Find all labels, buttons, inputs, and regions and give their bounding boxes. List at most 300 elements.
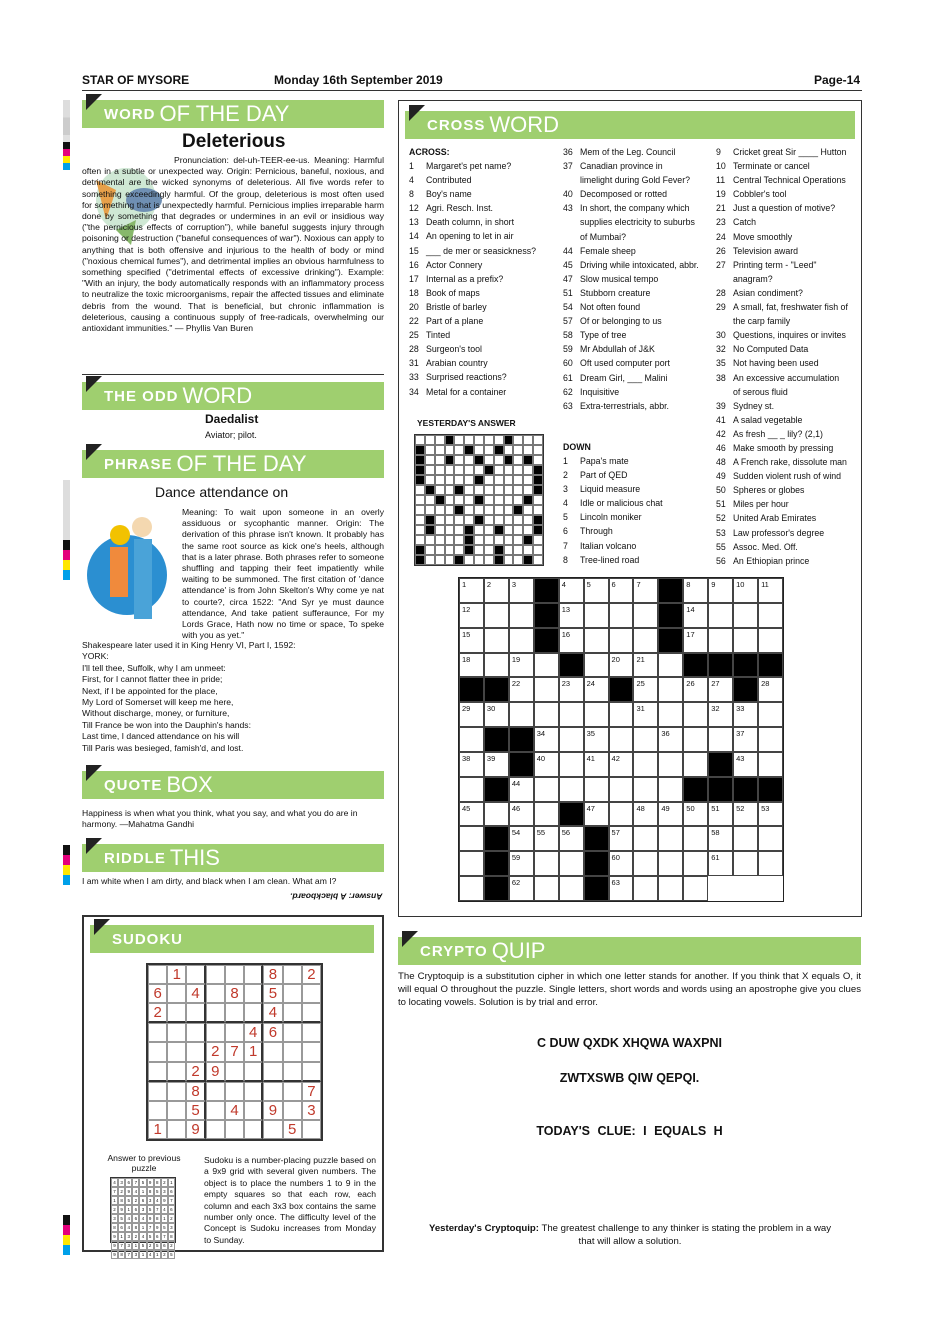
crossword-cell[interactable]: 29 <box>459 702 484 727</box>
sudoku-cell[interactable] <box>302 1023 321 1042</box>
answer-cell <box>504 515 514 525</box>
crossword-cell <box>658 628 683 653</box>
crossword-cell[interactable]: 40 <box>534 752 559 777</box>
crossword-cell[interactable] <box>559 876 584 901</box>
mini-cell: 1 <box>118 1232 125 1241</box>
clue: 18 Book of maps <box>409 287 480 298</box>
crossword-cell[interactable] <box>633 876 658 901</box>
crossword-cell[interactable]: 23 <box>559 677 584 702</box>
crossword-cell[interactable]: 5 <box>584 578 609 603</box>
sudoku-cell[interactable] <box>206 1023 225 1042</box>
mini-cell: 1 <box>154 1250 161 1259</box>
answer-cell <box>523 435 533 445</box>
crossword-cell[interactable]: 27 <box>708 677 733 702</box>
sudoku-cell[interactable] <box>244 965 263 984</box>
answer-cell <box>494 445 504 455</box>
crossword-cell[interactable]: 38 <box>459 752 484 777</box>
sudoku-cell[interactable] <box>225 1062 244 1082</box>
crossword-cell[interactable] <box>658 826 683 851</box>
crossword-cell[interactable] <box>708 603 733 628</box>
crossword-cell[interactable] <box>609 702 634 727</box>
answer-cell <box>435 455 445 465</box>
crossword-cell[interactable]: 43 <box>733 752 758 777</box>
sudoku-cell[interactable] <box>263 1042 282 1061</box>
sudoku-cell[interactable] <box>225 1120 244 1139</box>
crossword-cell[interactable] <box>534 677 559 702</box>
crossword-cell[interactable]: 56 <box>559 826 584 851</box>
crossword-cell[interactable]: 42 <box>609 752 634 777</box>
mini-cell: 2 <box>132 1232 139 1241</box>
sudoku-cell[interactable] <box>283 1003 302 1023</box>
crossword-cell[interactable] <box>584 653 609 678</box>
crossword-cell[interactable]: 37 <box>733 727 758 752</box>
sudoku-cell[interactable]: 8 <box>186 1082 205 1101</box>
crossword-cell[interactable] <box>683 752 708 777</box>
sudoku-cell[interactable] <box>206 1003 225 1023</box>
crossword-cell[interactable] <box>609 628 634 653</box>
crossword-cell[interactable] <box>584 628 609 653</box>
crossword-cell[interactable]: 21 <box>633 653 658 678</box>
sudoku-cell[interactable] <box>244 984 263 1003</box>
crossword-cell[interactable] <box>758 702 783 727</box>
down-clues-1 <box>563 454 663 567</box>
mini-cell: 1 <box>161 1214 168 1223</box>
crossword-cell[interactable]: 4 <box>559 578 584 603</box>
answer-cell <box>513 455 523 465</box>
clue: 16 Actor Connery <box>409 259 483 270</box>
sudoku-cell[interactable] <box>244 1082 263 1101</box>
crossword-cell[interactable] <box>733 826 758 851</box>
crossword-cell[interactable] <box>459 826 484 851</box>
sudoku-cell[interactable] <box>283 1082 302 1101</box>
mini-cell: 3 <box>147 1196 154 1205</box>
answer-cell <box>454 495 464 505</box>
mini-cell: 4 <box>125 1223 132 1232</box>
clue: 38 An excessive accumulation <box>716 372 840 383</box>
crossword-cell[interactable] <box>733 851 758 876</box>
answer-cell <box>454 475 464 485</box>
crossword-cell <box>708 653 733 678</box>
crossword-cell[interactable]: 41 <box>584 752 609 777</box>
sudoku-cell[interactable] <box>225 1023 244 1042</box>
mini-cell: 6 <box>161 1241 168 1250</box>
sudoku-cell[interactable] <box>167 984 186 1003</box>
sudoku-cell[interactable]: 7 <box>302 1082 321 1101</box>
sudoku-cell[interactable] <box>206 1082 225 1101</box>
mini-cell: 3 <box>118 1178 125 1187</box>
sudoku-cell[interactable]: 1 <box>244 1042 263 1061</box>
sudoku-cell[interactable] <box>206 1120 225 1139</box>
crossword-cell[interactable] <box>609 603 634 628</box>
sudoku-cell[interactable] <box>225 965 244 984</box>
crossword-cell[interactable] <box>459 727 484 752</box>
sudoku-cell[interactable] <box>302 984 321 1003</box>
crossword-cell[interactable] <box>658 653 683 678</box>
crossword-cell[interactable]: 34 <box>534 727 559 752</box>
crossword-cell <box>609 677 634 702</box>
crossword-cell[interactable]: 16 <box>559 628 584 653</box>
crossword-cell[interactable]: 14 <box>683 603 708 628</box>
sudoku-cell[interactable] <box>148 1082 167 1101</box>
crossword-cell[interactable] <box>484 628 509 653</box>
answer-cell <box>435 535 445 545</box>
crossword-cell[interactable]: 32 <box>708 702 733 727</box>
crossword-cell[interactable] <box>658 851 683 876</box>
sudoku-cell[interactable] <box>302 1120 321 1139</box>
answer-cell <box>454 435 464 445</box>
crossword-cell[interactable] <box>658 752 683 777</box>
sudoku-cell[interactable]: 4 <box>244 1023 263 1042</box>
sudoku-cell[interactable]: 4 <box>225 1101 244 1120</box>
crossword-cell[interactable] <box>733 603 758 628</box>
crossword-cell[interactable]: 10 <box>733 578 758 603</box>
mini-cell: 5 <box>168 1250 175 1259</box>
crossword-cell[interactable]: 12 <box>459 603 484 628</box>
crossword-cell[interactable]: 55 <box>534 826 559 851</box>
answer-cell <box>484 495 494 505</box>
sudoku-cell[interactable]: 9 <box>263 1101 282 1120</box>
crossword-cell[interactable]: 9 <box>708 578 733 603</box>
sudoku-cell[interactable] <box>186 965 205 984</box>
crossword-cell[interactable]: 2 <box>484 578 509 603</box>
crossword-cell[interactable]: 15 <box>459 628 484 653</box>
sudoku-cell[interactable]: 1 <box>148 1120 167 1139</box>
answer-cell <box>494 505 504 515</box>
sudoku-cell[interactable] <box>302 1042 321 1061</box>
crossword-cell[interactable] <box>658 777 683 802</box>
crossword-cell[interactable]: 44 <box>509 777 534 802</box>
crossword-cell[interactable] <box>758 603 783 628</box>
sudoku-cell[interactable] <box>167 1023 186 1042</box>
clue: 58 Type of tree <box>563 330 627 341</box>
crossword-grid[interactable] <box>458 577 784 902</box>
crossword-cell <box>683 653 708 678</box>
crossword-cell[interactable]: 1 <box>459 578 484 603</box>
crossword-cell[interactable]: 31 <box>633 702 658 727</box>
answer-cell <box>454 485 464 495</box>
crossword-cell <box>758 653 783 678</box>
sudoku-cell[interactable]: 8 <box>225 984 244 1003</box>
sudoku-cell[interactable] <box>244 1062 263 1082</box>
crossword-cell[interactable]: 59 <box>509 851 534 876</box>
answer-cell <box>474 505 484 515</box>
crossword-cell[interactable] <box>633 752 658 777</box>
answer-cell <box>513 445 523 455</box>
crossword-cell[interactable] <box>633 777 658 802</box>
crossword-cell[interactable] <box>733 628 758 653</box>
crossword-cell[interactable]: 58 <box>708 826 733 851</box>
crossword-cell[interactable] <box>559 777 584 802</box>
crossword-cell[interactable]: 63 <box>609 876 634 901</box>
crossword-cell[interactable]: 47 <box>584 802 609 827</box>
phrase-banner: PHRASE OF THE DAY <box>82 450 384 478</box>
sudoku-cell[interactable]: 6 <box>263 1023 282 1042</box>
sudoku-cell[interactable]: 5 <box>186 1101 205 1120</box>
sudoku-cell[interactable] <box>283 984 302 1003</box>
crossword-cell[interactable] <box>633 628 658 653</box>
answer-cell <box>445 455 455 465</box>
crossword-cell[interactable]: 62 <box>509 876 534 901</box>
answer-cell <box>464 485 474 495</box>
mini-cell: 4 <box>132 1187 139 1196</box>
crossword-cell[interactable] <box>633 727 658 752</box>
answer-cell <box>474 545 484 555</box>
sudoku-cell[interactable] <box>186 1042 205 1061</box>
crossword-cell[interactable] <box>609 777 634 802</box>
crossword-cell[interactable]: 20 <box>609 653 634 678</box>
crossword-cell[interactable]: 45 <box>459 802 484 827</box>
answer-cell <box>415 515 425 525</box>
crossword-cell[interactable]: 19 <box>509 653 534 678</box>
sudoku-cell[interactable]: 4 <box>186 984 205 1003</box>
sudoku-cell[interactable] <box>206 965 225 984</box>
crossword-cell[interactable] <box>658 677 683 702</box>
crossword-cell[interactable]: 24 <box>584 677 609 702</box>
crossword-cell[interactable]: 11 <box>758 578 783 603</box>
sudoku-cell[interactable] <box>148 1101 167 1120</box>
clue: 33 Surprised reactions? <box>409 372 507 383</box>
crossword-cell[interactable]: 61 <box>708 851 733 876</box>
answer-cell <box>415 495 425 505</box>
sudoku-cell[interactable] <box>148 965 167 984</box>
crossword-cell[interactable] <box>534 851 559 876</box>
crossword-cell[interactable]: 17 <box>683 628 708 653</box>
crossword-cell[interactable]: 48 <box>633 802 658 827</box>
crossword-cell[interactable]: 22 <box>509 677 534 702</box>
crossword-cell[interactable] <box>509 603 534 628</box>
answer-cell <box>454 505 464 515</box>
sudoku-cell[interactable]: 9 <box>186 1120 205 1139</box>
sudoku-cell[interactable] <box>148 1042 167 1061</box>
sudoku-grid[interactable] <box>146 963 323 1141</box>
clue: 5 Lincoln moniker <box>563 512 642 523</box>
crossword-cell[interactable] <box>609 802 634 827</box>
sudoku-cell[interactable] <box>148 1023 167 1042</box>
sudoku-cell[interactable]: 3 <box>302 1101 321 1120</box>
sudoku-cell[interactable] <box>186 1023 205 1042</box>
crossword-cell[interactable] <box>683 876 708 901</box>
crossword-cell[interactable] <box>534 876 559 901</box>
mini-cell: 6 <box>132 1205 139 1214</box>
sudoku-cell[interactable] <box>263 1062 282 1082</box>
sudoku-cell[interactable] <box>263 1082 282 1101</box>
crossword-cell[interactable]: 30 <box>484 702 509 727</box>
answer-cell <box>425 445 435 455</box>
answer-cell <box>504 455 514 465</box>
sudoku-cell[interactable] <box>283 1101 302 1120</box>
answer-cell <box>494 535 504 545</box>
sudoku-cell[interactable]: 1 <box>167 965 186 984</box>
crossword-cell <box>509 727 534 752</box>
crossword-cell[interactable]: 25 <box>633 677 658 702</box>
crossword-cell[interactable] <box>758 752 783 777</box>
sudoku-cell[interactable] <box>225 1082 244 1101</box>
crossword-cell[interactable]: 13 <box>559 603 584 628</box>
crossword-cell[interactable] <box>534 653 559 678</box>
answer-cell <box>504 495 514 505</box>
crossword-cell[interactable]: 60 <box>609 851 634 876</box>
cryptoquip-line-2: ZWTXSWB QIW QEPQI. <box>559 1071 700 1085</box>
mini-cell: 5 <box>147 1205 154 1214</box>
crossword-cell[interactable] <box>758 851 783 876</box>
crossword-cell[interactable] <box>509 702 534 727</box>
crossword-cell[interactable] <box>484 653 509 678</box>
crossword-cell[interactable]: 28 <box>758 677 783 702</box>
crossword-cell[interactable] <box>484 802 509 827</box>
crossword-cell[interactable]: 3 <box>509 578 534 603</box>
sudoku-cell[interactable]: 5 <box>263 984 282 1003</box>
answer-cell <box>464 455 474 465</box>
crossword-cell[interactable] <box>534 777 559 802</box>
sudoku-cell[interactable]: 7 <box>225 1042 244 1061</box>
crossword-cell[interactable] <box>484 603 509 628</box>
crossword-cell[interactable]: 53 <box>758 802 783 827</box>
crossword-cell[interactable]: 39 <box>484 752 509 777</box>
crossword-cell[interactable] <box>633 603 658 628</box>
answer-cell <box>464 435 474 445</box>
mini-cell: 7 <box>168 1196 175 1205</box>
mini-cell: 8 <box>118 1250 125 1259</box>
sudoku-cell[interactable] <box>283 1042 302 1061</box>
odd-word-banner: THE ODD WORD <box>82 382 384 410</box>
crossword-cell[interactable] <box>459 876 484 901</box>
crossword-cell[interactable] <box>459 851 484 876</box>
answer-cell <box>425 455 435 465</box>
mini-cell: 7 <box>118 1241 125 1250</box>
sudoku-cell[interactable] <box>206 1101 225 1120</box>
crossword-cell[interactable] <box>708 727 733 752</box>
crossword-cell[interactable] <box>559 727 584 752</box>
answer-cell <box>533 445 543 455</box>
crossword-cell[interactable] <box>559 851 584 876</box>
clue: 51 Stubborn creature <box>563 287 651 298</box>
phrase-verse: Shakespeare later used it in King Henry VI, Part I, 1592: YORK: I'll tell thee, Suffolk, why I am unmeet: First, for I cannot flatter thee in pride; Next, if I be appointed for the place, My Lord of Somerset will keep me here, Without discharge, money, or furniture, Till France be won into the Dauphin's hands: Last time, I danced attendance on his will Till Paris was besieged, famish'd, and lost. <box>82 640 296 753</box>
crossword-cell[interactable]: 26 <box>683 677 708 702</box>
sudoku-cell[interactable] <box>244 1003 263 1023</box>
crossword-cell[interactable]: 57 <box>609 826 634 851</box>
sudoku-cell[interactable]: 2 <box>302 965 321 984</box>
clue: 24 Move smoothly <box>716 231 793 242</box>
crossword-cell[interactable] <box>609 727 634 752</box>
crossword-cell[interactable] <box>683 702 708 727</box>
crossword-cell[interactable] <box>584 603 609 628</box>
sudoku-cell[interactable]: 2 <box>148 1003 167 1023</box>
sudoku-cell[interactable] <box>206 984 225 1003</box>
crossword-cell[interactable] <box>708 628 733 653</box>
sudoku-cell[interactable] <box>148 1062 167 1082</box>
answer-cell <box>454 455 464 465</box>
crossword-cell[interactable]: 46 <box>509 802 534 827</box>
crossword-cell[interactable] <box>683 727 708 752</box>
answer-cell <box>513 505 523 515</box>
crossword-cell[interactable] <box>683 851 708 876</box>
crossword-cell[interactable] <box>758 628 783 653</box>
sudoku-cell[interactable] <box>244 1101 263 1120</box>
crossword-cell[interactable]: 51 <box>708 802 733 827</box>
sudoku-cell[interactable]: 2 <box>186 1062 205 1082</box>
answer-cell <box>504 545 514 555</box>
sudoku-cell[interactable]: 8 <box>263 965 282 984</box>
color-bar <box>63 480 70 580</box>
sudoku-cell[interactable] <box>167 1062 186 1082</box>
sudoku-cell[interactable]: 4 <box>263 1003 282 1023</box>
answer-cell <box>425 535 435 545</box>
sudoku-cell[interactable] <box>167 1042 186 1061</box>
crossword-cell[interactable]: 6 <box>609 578 634 603</box>
clue: limelight during Gold Fever? <box>580 175 691 186</box>
crossword-cell[interactable] <box>683 826 708 851</box>
sudoku-cell[interactable]: 5 <box>283 1120 302 1139</box>
sudoku-cell[interactable] <box>186 1003 205 1023</box>
crossword-cell[interactable] <box>459 777 484 802</box>
sudoku-cell[interactable]: 6 <box>148 984 167 1003</box>
crossword-cell[interactable]: 8 <box>683 578 708 603</box>
sudoku-cell[interactable] <box>302 1062 321 1082</box>
crossword-cell[interactable] <box>584 702 609 727</box>
sudoku-cell[interactable] <box>283 1062 302 1082</box>
sudoku-cell[interactable] <box>167 1082 186 1101</box>
crossword-cell <box>658 578 683 603</box>
crossword-cell[interactable] <box>633 826 658 851</box>
crossword-cell[interactable]: 33 <box>733 702 758 727</box>
crossword-cell[interactable] <box>758 826 783 851</box>
crossword-cell[interactable]: 36 <box>658 727 683 752</box>
crossword-cell[interactable] <box>584 777 609 802</box>
mini-cell: 9 <box>154 1223 161 1232</box>
crossword-cell[interactable] <box>758 727 783 752</box>
crossword-cell[interactable] <box>509 628 534 653</box>
sudoku-cell[interactable] <box>283 1023 302 1042</box>
clue: 28 Asian condiment? <box>716 287 803 298</box>
clue: 28 Surgeon's tool <box>409 344 482 355</box>
crossword-cell[interactable] <box>658 876 683 901</box>
answer-cell <box>494 495 504 505</box>
crossword-cell[interactable]: 54 <box>509 826 534 851</box>
answer-cell <box>415 505 425 515</box>
sudoku-cell[interactable] <box>167 1101 186 1120</box>
sudoku-cell[interactable] <box>283 965 302 984</box>
crossword-cell[interactable] <box>633 851 658 876</box>
answer-cell <box>484 455 494 465</box>
crossword-cell[interactable]: 35 <box>584 727 609 752</box>
sudoku-cell[interactable] <box>167 1003 186 1023</box>
answer-cell <box>445 515 455 525</box>
mini-cell: 2 <box>168 1214 175 1223</box>
crossword-cell[interactable] <box>559 752 584 777</box>
crossword-cell[interactable]: 49 <box>658 802 683 827</box>
crossword-cell[interactable] <box>534 702 559 727</box>
crossword-cell[interactable]: 7 <box>633 578 658 603</box>
crossword-cell[interactable] <box>559 702 584 727</box>
crossword-cell[interactable]: 52 <box>733 802 758 827</box>
crossword-cell[interactable] <box>534 802 559 827</box>
sudoku-cell[interactable] <box>244 1120 263 1139</box>
answer-cell <box>415 545 425 555</box>
sudoku-cell[interactable]: 9 <box>206 1062 225 1082</box>
sudoku-cell[interactable] <box>302 1003 321 1023</box>
sudoku-description: Sudoku is a number-placing puzzle based on a 9x9 grid with several given numbers. The object is to place the numbers 1 to 9 in the empty squares so that each row, each column and each 3x3 box contains the same number only once. The difficulty level of the Concept is Sudoku increases from Monday to Sunday. <box>204 1155 376 1245</box>
answer-cell <box>474 495 484 505</box>
crossword-cell[interactable]: 18 <box>459 653 484 678</box>
sudoku-cell[interactable] <box>263 1120 282 1139</box>
sudoku-cell[interactable] <box>167 1120 186 1139</box>
sudoku-cell[interactable]: 2 <box>206 1042 225 1061</box>
answer-cell <box>533 555 543 565</box>
crossword-cell[interactable]: 50 <box>683 802 708 827</box>
sudoku-cell[interactable] <box>225 1003 244 1023</box>
clue: 42 As fresh __ _ lily? (2,1) <box>716 428 823 439</box>
crossword-cell[interactable] <box>658 702 683 727</box>
